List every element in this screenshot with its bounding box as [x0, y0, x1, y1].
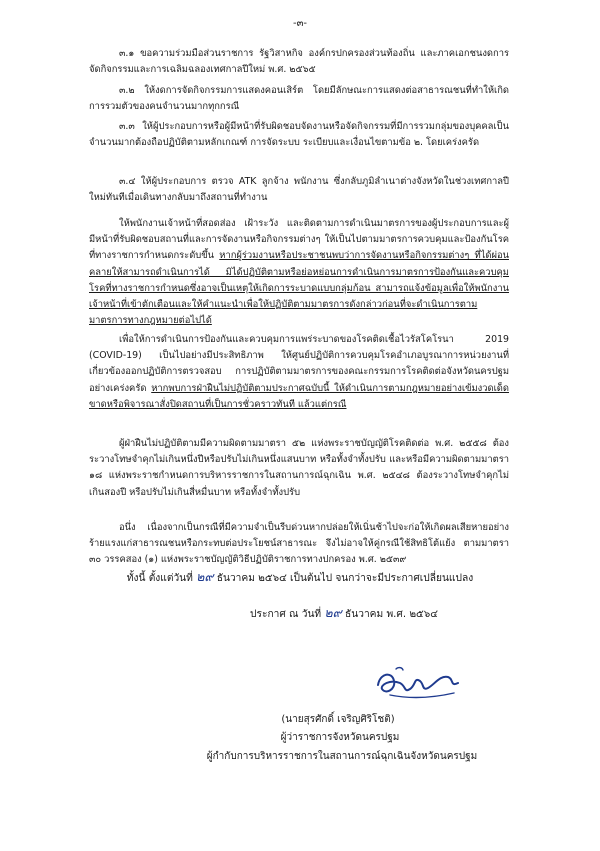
effective-day-handwritten: ๒๙ — [196, 569, 214, 584]
page-number: -๓- — [292, 18, 308, 29]
signer-name: (นายสุรศักดิ์ เจริญศิริโชติ) — [281, 714, 395, 725]
signer-role: ผู้กำกับการบริหารราชการในสถานการณ์ฉุกเฉินจังหวัดนครปฐม — [206, 751, 478, 762]
effective-prefix: ทั้งนี้ ตั้งแต่วันที่ — [126, 573, 193, 584]
item-text: ขอความร่วมมือส่วนราชการ รัฐวิสาหกิจ องค์กรปกครองส่วนท้องถิ่น และภาคเอกชนงดการจัดกิจกรรมและการเฉลิมฉลองเทศกาลปีใหม่ พ.ศ. ๒๕๖๕ — [89, 48, 509, 76]
paragraph-penalty: ผู้ฝ่าฝืนไม่ปฏิบัติตามมีความผิดตามมาตรา ๕๒ แห่งพระราชบัญญัติโรคติดต่อ พ.ศ. ๒๕๕๘ ต้องระวางโทษจำคุกไม่เกินหนึ่งปีหรือปรับไม่เกินหนึ่งแสนบาท หรือทั้งจำทั้งปรับ และหรือมีความผิดตามมาตรา ๑๘ แห่งพระราชกำหนดการบริหารราชการในสถานการณ์ฉุกเฉิน พ.ศ. ๒๕๔๘ ต้องระวางโทษจำคุกไม่เกินสองปี หรือปรับไม่เกินสี่หมื่นบาท หรือทั้งจำทั้งปรับ — [89, 438, 509, 498]
enforcement-text: เพื่อให้การดำเนินการป้องกันและควบคุมการแพร่ระบาดของโรคติดเชื้อไวรัสโคโรนา 2019 (COVID-19) เป็นไปอย่างมีประสิทธิภาพ ให้ศูนย์ปฏิบัติการควบคุมโรคอำเภอบูรณาการหน่วยงานที่เกี่ยวข้องออกปฏิบัติการตรวจสอบ การปฏิบัติตามมาตรการของคณะกรรมการโรคติดต่อจังหวัดนครปฐมอย่างเคร่งครัด — [89, 334, 509, 394]
item-number: ๓.๒ — [119, 85, 135, 96]
announced-day-handwritten: ๒๙ — [324, 605, 342, 620]
paragraph-urgent: อนึ่ง เนื่องจากเป็นกรณีที่มีความจำเป็นรีบด่วนหากปล่อยให้เนิ่นช้าไปจะก่อให้เกิดผลเสียหายอย่างร้ายแรงแก่สาธารณชนหรือกระทบต่อประโยชน์สาธารณะ จึงไม่อาจให้คู่กรณีใช้สิทธิโต้แย้ง ตามมาตรา ๓๐ วรรคสอง (๑) แห่งพระราชบัญญัติวิธีปฏิบัติราชการทางปกครอง พ.ศ. ๒๕๓๙ — [89, 522, 509, 566]
item-number: ๓.๓ — [119, 121, 135, 132]
item-3-1 — [89, 46, 509, 78]
item-3-2 — [89, 83, 509, 115]
item-3-3 — [89, 119, 509, 151]
signer-title: ผู้ว่าราชการจังหวัดนครปฐม — [280, 732, 400, 743]
enforcement-underlined-text: หากพบการฝ่าฝืนไม่ปฏิบัติตามประกาศฉบับนี้ ให้ดำเนินการตามกฎหมายอย่างเข้มงวดเด็ดขาดหรือพิจารณาสั่งปิดสถานที่เป็นการชั่วคราวทันที แล้วแต่กรณี — [89, 382, 509, 410]
item-text: ให้ผู้ประกอบการ ตรวจ ATK ลูกจ้าง พนักงาน ซึ่งกลับภูมิลำเนาต่างจังหวัดในช่วงเทศกาลปีใหม่ทันทีเมื่อเดินทางกลับมาถึงสถานที่ทำงาน — [89, 176, 509, 204]
paragraph-officers — [89, 216, 509, 329]
effective-date-line — [0, 568, 600, 588]
announcement-date-line — [44, 604, 600, 624]
officers-text: ให้พนักงานเจ้าหน้าที่สอดส่อง เฝ้าระวัง และติดตามการดำเนินมาตรการของผู้ประกอบการและผู้มีหน้าที่รับผิดชอบสถานที่และการจัดงานหรือกิจกรรมต่างๆ ให้เป็นไปตามมาตรการควบคุมและป้องกันโรคที่ทางราชการกำหนดกระดับขึ้น — [89, 218, 509, 262]
item-number: ๓.๔ — [119, 176, 136, 187]
item-text: ให้ผู้ประกอบการหรือผู้มีหน้าที่รับผิดชอบจัดงานหรือจัดกิจกรรมที่มีการรวมกลุ่มของบุคคลเป็นจำนวนมากต้องถือปฏิบัติตามหลักเกณฑ์ การจัดระบบ ระเบียบและเงื่อนไขตามข้อ ๒. โดยเคร่งครัด — [89, 121, 509, 149]
announced-suffix: ธันวาคม พ.ศ. ๒๕๖๔ — [345, 609, 438, 620]
item-3-4 — [89, 174, 509, 206]
effective-suffix: ธันวาคม ๒๕๖๔ เป็นต้นไป จนกว่าจะมีประกาศเปลี่ยนแปลง — [216, 573, 474, 584]
paragraph-enforcement — [89, 332, 509, 413]
item-number: ๓.๑ — [119, 48, 135, 59]
signature-icon — [370, 661, 466, 703]
item-text: ให้งดการจัดกิจกรรมการแสดงคอนเสิร์ต โดยมีลักษณะการแสดงต่อสาธารณชนที่ทำให้เกิดการรวมตัวของคนจำนวนมากทุกกรณี — [89, 85, 509, 113]
officers-underlined-text: หากผู้ร่วมงานหรือประชาชนพบว่าการจัดงานหรือกิจกรรมต่างๆ ที่ได้ผ่อนคลายให้สามารถดำเนินการได้ มิได้ปฏิบัติตามหรือย่อหย่อนการดำเนินการมาตรการป้องกันและควบคุมโรคที่ทางราชการกำหนดซึ่งอาจเป็นเหตุให้เกิดการระบาดแบบกลุ่มก้อน สามารถแจ้งข้อมูลเพื่อให้พนักงานเจ้าหน้าที่เข้าตักเตือนและให้คำแนะนำเพื่อให้ปฏิบัติตามมาตรการดังกล่าวก่อนที่จะดำเนินการตามมาตรการทางกฎหมายต่อไปได้ — [89, 250, 509, 327]
announced-prefix: ประกาศ ณ วันที่ — [250, 609, 322, 620]
